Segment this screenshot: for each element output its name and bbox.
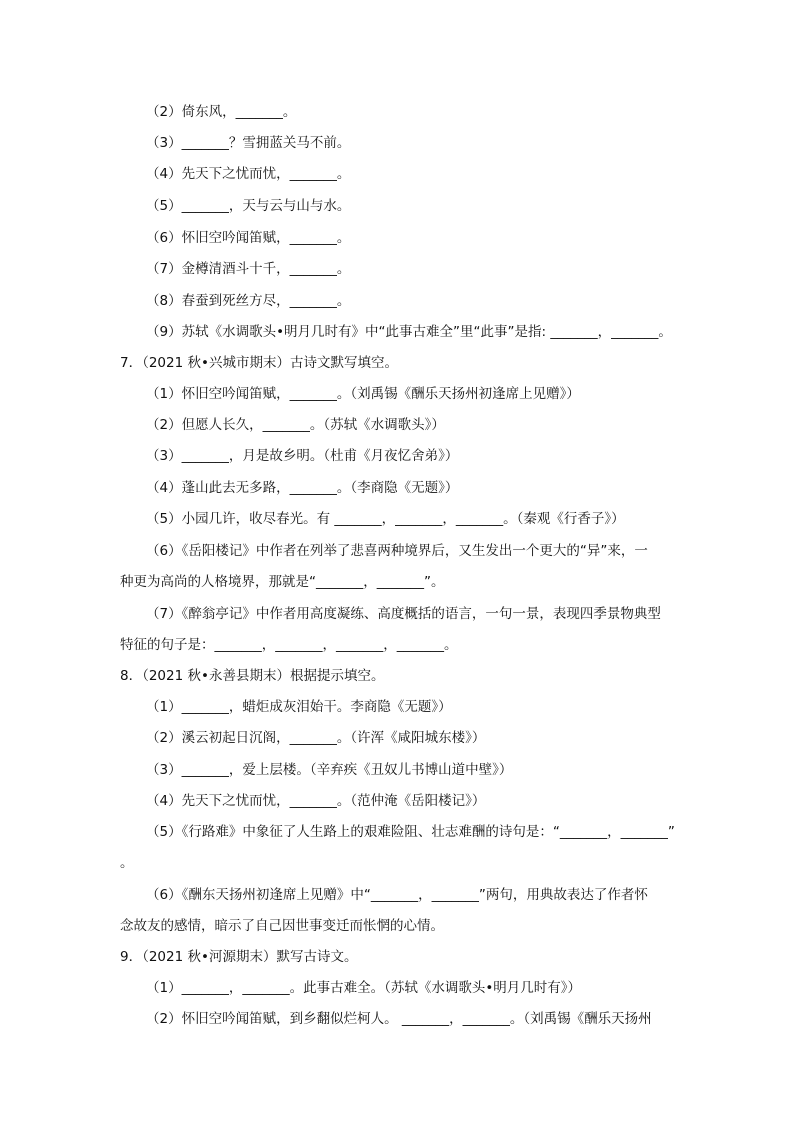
line-27: 念故友的感情，暗示了自己因世事变迁而怅惘的心情。 (120, 918, 444, 934)
line-25: 。 (120, 855, 134, 871)
line-18: 特征的句子是：_______，_______，_______，_______。 (120, 637, 458, 653)
line-13: （4）蓬山此去无多路，_______。（李商隐《无题》） (146, 480, 459, 496)
line-3: （4）先天下之忧而忧，_______。 (146, 166, 351, 182)
line-20: （1）_______，蜡炬成灰泪始干。李商隐《无题》） (146, 699, 452, 715)
line-21: （2）溪云初起日沉阁，_______。（许浑《咸阳城东楼》） (146, 730, 486, 746)
line-2: （3）_______？雪拥蓝关马不前。 (146, 135, 351, 151)
line-29: （1）_______，_______。此事古难全。（苏轼《水调歌头•明月几时有》） (146, 980, 582, 996)
question-8-header: 8．（2021 秋•永善县期末）根据提示填空。 (120, 668, 385, 684)
line-16: 种更为高尚的人格境界，那就是“_______，_______”。 (120, 574, 445, 590)
line-7: （8）春蚕到死丝方尽，_______。 (146, 293, 351, 309)
line-14: （5）小园几许，收尽春光。有 _______，_______，_______。（秦观《行香子》） (146, 511, 625, 527)
line-17: （7）《醉翁亭记》中作者用高度凝练、高度概括的语言，一句一景，表现四季景物典型 (146, 606, 661, 622)
line-30: （2）怀旧空吟闻笛赋，到乡翻似烂柯人。 _______，_______。（刘禹锡《酬乐天扬州 (146, 1011, 652, 1027)
line-6: （7）金樽清酒斗十千，_______。 (146, 261, 351, 277)
line-24: （5）《行路难》中象征了人生路上的艰难险阻、壮志难酬的诗句是：“_______，_______” (146, 824, 675, 840)
line-12: （3）_______，月是故乡明。（杜甫《月夜忆舍弟》） (146, 448, 459, 464)
question-9-header: 9．（2021 秋•河源期末）默写古诗文。 (120, 949, 358, 965)
line-23: （4）先天下之忧而忧，_______。（范仲淹《岳阳楼记》） (146, 793, 486, 809)
line-15: （6）《岳阳楼记》中作者在列举了悲喜两种境界后，又生发出一个更大的“异”来，一 (146, 543, 648, 559)
line-4: （5）_______，天与云与山与水。 (146, 198, 351, 214)
line-11: （2）但愿人长久，_______。（苏轼《水调歌头》） (146, 417, 445, 433)
question-7-header: 7．（2021 秋•兴城市期末）古诗文默写填空。 (120, 355, 398, 371)
line-26: （6）《酬东天扬州初逢席上见赠》中“_______，_______”两句，用典故表达了作者怀 (146, 887, 648, 903)
line-10: （1）怀旧空吟闻笛赋，_______。（刘禹锡《酬乐天扬州初逢席上见赠》） (146, 386, 580, 402)
line-1: （2）倚东风，_______。 (146, 104, 297, 120)
line-22: （3）_______，爱上层楼。（辛弃疾《丑奴儿书博山道中壁》） (146, 762, 513, 778)
line-8: （9）苏轼《水调歌头•明月几时有》中“此事古难全”里“此事”是指: _______，_______。 (146, 324, 672, 340)
line-5: （6）怀旧空吟闻笛赋，_______。 (146, 230, 351, 246)
